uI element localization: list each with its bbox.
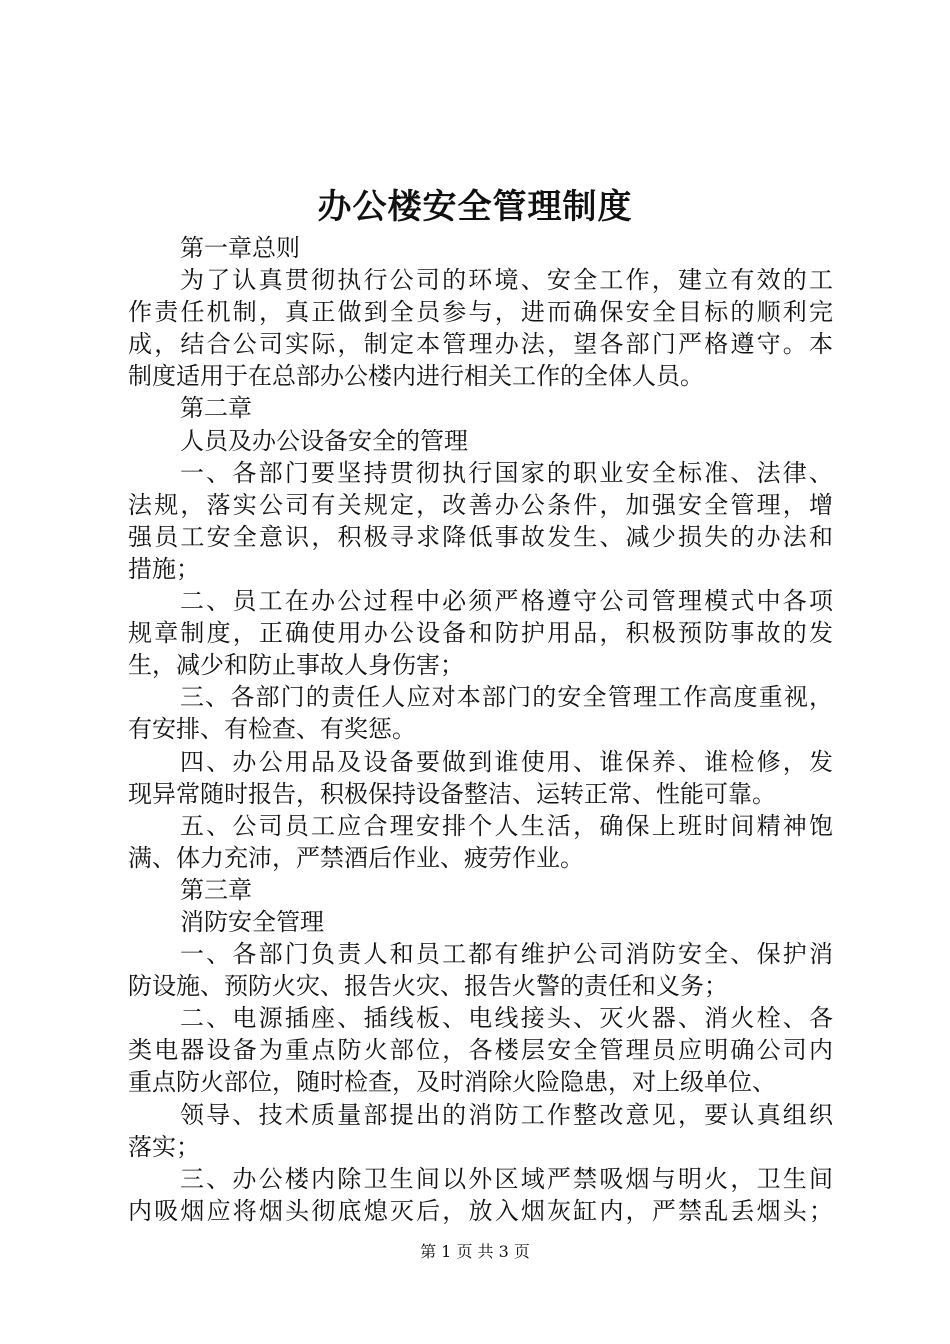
paragraph-line: 二、电源插座、插线板、电线接头、灭火器、消火栓、各: [180, 1004, 833, 1033]
paragraph-line: 消防安全管理: [180, 907, 324, 936]
paragraph-line: 规章制度，正确使用办公设备和防护用品，积极预防事故的发: [128, 619, 833, 648]
paragraph-line: 作责任机制，真正做到全员参与，进而确保安全目标的顺利完: [128, 298, 833, 327]
paragraph-line: 生，减少和防止事故人身伤害；: [128, 651, 464, 680]
paragraph-line: 法规，落实公司有关规定，改善办公条件，加强安全管理，增: [128, 490, 833, 519]
paragraph-line: 第三章: [180, 875, 252, 904]
paragraph-line: 内吸烟应将烟头彻底熄灭后，放入烟灰缸内，严禁乱丢烟头；: [128, 1196, 833, 1225]
paragraph-line: 重点防火部位，随时检查，及时消除火险隐患，对上级单位、: [128, 1068, 776, 1097]
paragraph-line: 为了认真贯彻执行公司的环境、安全工作，建立有效的工: [180, 266, 833, 295]
document-title: 办公楼安全管理制度: [317, 187, 633, 227]
paragraph-line: 三、办公楼内除卫生间以外区域严禁吸烟与明火，卫生间: [180, 1164, 833, 1193]
paragraph-line: 成，结合公司实际，制定本管理办法，望各部门严格遵守。本: [128, 330, 833, 359]
paragraph-line: 第一章总则: [180, 234, 300, 262]
paragraph-line: 领导、技术质量部提出的消防工作整改意见，要认真组织: [180, 1100, 833, 1129]
paragraph-line: 措施；: [128, 554, 200, 583]
paragraph-line: 二、员工在办公过程中必须严格遵守公司管理模式中各项: [180, 587, 833, 616]
paragraph-line: 有安排、有检查、有奖惩。: [128, 715, 416, 744]
paragraph-line: 一、各部门负责人和员工都有维护公司消防安全、保护消: [180, 940, 833, 969]
paragraph-line: 人员及办公设备安全的管理: [180, 426, 468, 455]
paragraph-line: 防设施、预防火灾、报告火灾、报告火警的责任和义务；: [128, 972, 728, 1001]
paragraph-line: 三、各部门的责任人应对本部门的安全管理工作高度重视，: [180, 683, 833, 712]
paragraph-line: 强员工安全意识，积极寻求降低事故发生、减少损失的办法和: [128, 522, 833, 551]
paragraph-line: 五、公司员工应合理安排个人生活，确保上班时间精神饱: [180, 811, 833, 840]
paragraph-line: 类电器设备为重点防火部位，各楼层安全管理员应明确公司内: [128, 1036, 833, 1065]
paragraph-line: 四、办公用品及设备要做到谁使用、谁保养、谁检修，发: [180, 747, 833, 776]
document-body: [128, 232, 833, 1227]
paragraph-line: 第二章: [180, 394, 252, 423]
page-number-footer: 第 1 页 共 3 页: [420, 1242, 530, 1261]
paragraph-line: 一、各部门要坚持贯彻执行国家的职业安全标准、法律、: [180, 458, 833, 487]
paragraph-line: 制度适用于在总部办公楼内进行相关工作的全体人员。: [128, 362, 704, 391]
paragraph-line: 现异常随时报告，积极保持设备整洁、运转正常、性能可靠。: [128, 779, 776, 808]
paragraph-line: 满、体力充沛，严禁酒后作业、疲劳作业。: [128, 843, 584, 872]
paragraph-line: 落实；: [128, 1132, 200, 1161]
